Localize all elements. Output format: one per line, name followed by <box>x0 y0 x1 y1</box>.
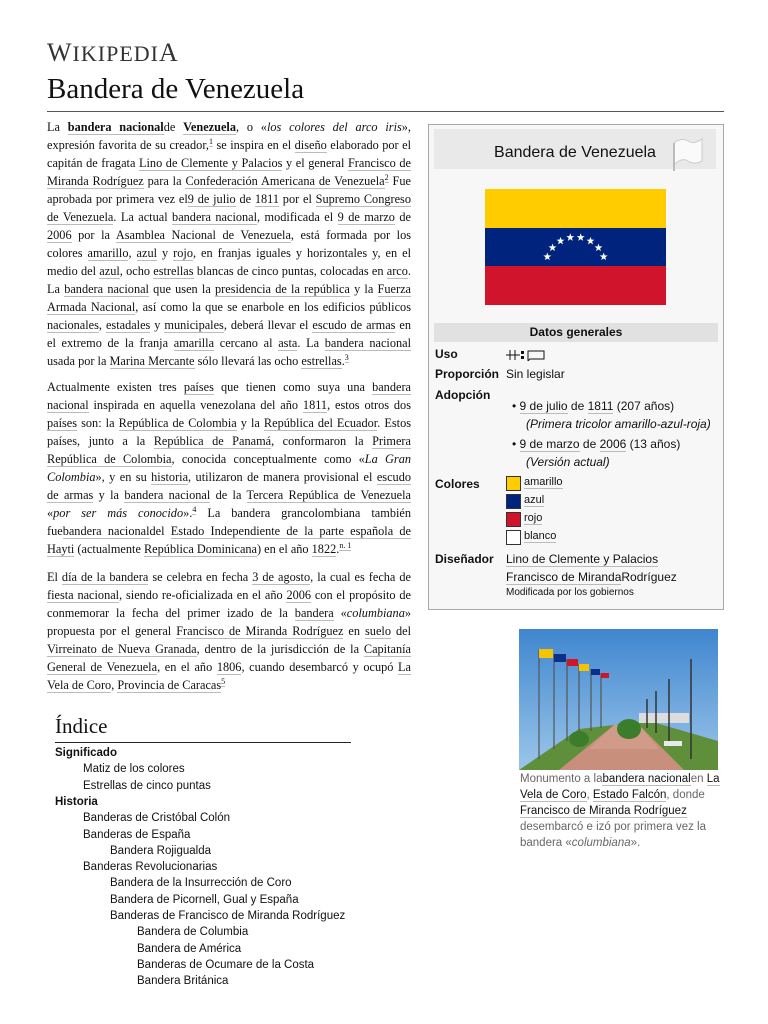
toc-item[interactable]: Bandera de la Insurrección de Coro <box>110 877 292 890</box>
adopcion-note-2: (Versión actual) <box>526 455 610 469</box>
article-link[interactable]: rojo <box>173 246 193 260</box>
proporcion-label: Proporción <box>435 367 500 381</box>
text-run: y <box>150 318 165 332</box>
toc-item[interactable]: Significado <box>55 747 117 759</box>
text-run: , <box>111 678 118 692</box>
article-link[interactable]: 2006 <box>286 588 312 602</box>
text-run: « <box>47 506 54 520</box>
article-link[interactable]: Capitanía General de Venezuela <box>47 642 411 674</box>
color-swatch-azul <box>506 494 521 509</box>
text-run: . <box>336 542 340 556</box>
text-run: « <box>333 606 347 620</box>
text-run: desembarcó e izó por primera vez la bandera « <box>520 821 706 849</box>
disenador-miranda-surname: Rodríguez <box>621 570 677 584</box>
color-swatch-amarillo <box>506 476 521 491</box>
text-run: que usen la <box>148 282 215 296</box>
article-link[interactable]: 9 de julio <box>187 192 236 206</box>
text-run: en <box>690 773 707 785</box>
article-link[interactable]: Tercera República de Venezuela <box>246 488 411 502</box>
infobox-section-header: Datos generales <box>434 323 718 342</box>
paragraph-countries <box>47 378 411 558</box>
text-run: , utilizaron de manera provisional el <box>188 470 377 484</box>
text-run: . <box>341 354 345 368</box>
infobox-title <box>434 129 716 169</box>
article-link[interactable]: Supremo Congreso de Venezuela <box>47 192 411 224</box>
text-run: columbiana <box>571 837 631 849</box>
text-run: , está formada por los colores <box>47 228 412 260</box>
article-link[interactable]: Francisco de Miranda Rodríguez <box>520 805 687 817</box>
text-run: por ser más conocido <box>53 506 184 520</box>
toc-item[interactable]: Bandera de Columbia <box>137 926 249 939</box>
article-link[interactable]: asta <box>278 336 298 350</box>
text-run: , en franjas iguales y horizontales y, en el medio del <box>47 246 411 278</box>
article-link[interactable]: República de Colombia <box>118 416 237 430</box>
text-run: La Gran Colombia <box>47 452 411 484</box>
article-link[interactable]: Provincia de Caracas <box>117 678 222 692</box>
article-link[interactable]: día de la bandera <box>61 570 149 584</box>
page-title: Bandera de Venezuela <box>47 73 305 105</box>
photo-caption <box>520 771 720 851</box>
text-run: blancas de cinco puntas, colocadas en <box>193 264 387 278</box>
adopcion-de: de <box>579 437 600 451</box>
infobox <box>428 124 724 610</box>
article-link[interactable]: 3 de agosto <box>252 570 311 584</box>
text-run: de la <box>210 488 247 502</box>
text-run: por el <box>279 192 316 206</box>
wikipedia-wordmark[interactable] <box>47 38 179 68</box>
adopcion-item-1: • 9 de julio de 1811 (207 años) <box>512 399 675 413</box>
toc-item[interactable]: Historia <box>55 795 98 808</box>
text-run: por la <box>71 228 116 242</box>
article-link[interactable]: países <box>183 380 214 394</box>
toc-item[interactable]: Bandera de América <box>137 942 242 955</box>
text-run: », expresión favorita de su creador, <box>47 120 412 152</box>
toc-divider <box>55 742 351 743</box>
paragraph-flag-day <box>47 568 411 694</box>
text-run: usada por la <box>47 354 110 368</box>
color-name-blanco[interactable]: blanco <box>524 530 557 542</box>
toc-item[interactable]: Matiz de los colores <box>83 763 185 776</box>
adopcion-item-2: • 9 de marzo de 2006 (13 años) <box>512 437 681 451</box>
article-link[interactable]: suelo <box>365 624 391 638</box>
article-link[interactable]: bandera nacional <box>602 773 691 785</box>
title-divider <box>47 111 724 112</box>
article-link[interactable]: 2006 <box>47 228 72 242</box>
text-run: , en el año <box>157 660 217 674</box>
article-link[interactable]: República Dominicana <box>143 542 258 556</box>
text-run: y la <box>349 282 378 296</box>
toc-item[interactable]: Banderas de Francisco de Miranda Rodríguez <box>110 910 346 922</box>
footnote-ref[interactable]: 4 <box>192 504 197 514</box>
disenador-miranda <box>506 570 677 584</box>
text-run: , estos otros dos <box>327 398 411 412</box>
color-swatch-blanco <box>506 530 521 545</box>
article-link[interactable]: Marina Mercante <box>109 354 195 368</box>
text-run: , modificada el <box>257 210 338 224</box>
article-link[interactable]: azul <box>99 264 120 278</box>
article-link[interactable]: bandera nacional <box>172 210 258 224</box>
disenador-label: Diseñador <box>435 552 494 566</box>
color-name-azul[interactable]: azul <box>524 494 545 506</box>
toc-item[interactable]: Banderas de Ocumare de la Costa <box>137 958 315 971</box>
text-run: del <box>390 624 411 638</box>
text-run: , deberá llevar el <box>223 318 313 332</box>
text-run: del <box>149 524 171 538</box>
text-run: , dentro de la jurisdicción de la <box>196 642 364 656</box>
article-link[interactable]: Virreinato de Nueva Granada <box>47 642 197 656</box>
disenador-lino-link[interactable]: Lino de Clemente y Palacios <box>506 552 659 566</box>
article-link[interactable]: Estado Falcón <box>592 789 667 801</box>
article-link[interactable]: estrellas <box>301 354 342 368</box>
text-run: Fue aprobada por primera vez el <box>47 174 411 206</box>
text-run: La bandera grancolombiana también fue <box>47 506 411 538</box>
article-link[interactable]: Fuerza Armada Nacional <box>47 282 411 314</box>
text-run: en <box>343 624 366 638</box>
adopcion-age: (13 años) <box>626 437 681 451</box>
text-run: , o « <box>235 120 267 134</box>
toc-item[interactable]: Bandera de Picornell, Gual y España <box>110 893 299 906</box>
article-link[interactable]: historia <box>151 470 189 484</box>
toc-item[interactable]: Bandera Rojigualda <box>110 844 212 857</box>
text-run: de <box>163 120 184 134</box>
text-run: los colores del arco iris <box>266 120 402 134</box>
proporcion-value: Sin legislar <box>506 367 565 381</box>
article-link[interactable]: Venezuela <box>183 120 236 134</box>
article-link[interactable]: escudo de armas <box>312 318 396 332</box>
article-link[interactable]: bandera nacional <box>124 488 211 502</box>
text-run: son: la <box>77 416 119 430</box>
article-link[interactable]: países <box>47 416 78 430</box>
article-link[interactable]: bandera nacional <box>62 524 150 538</box>
article-link[interactable]: nacionales <box>47 318 99 332</box>
text-run: ». <box>630 837 641 849</box>
color-swatch-rojo <box>506 512 521 527</box>
text-run: (actualmente <box>74 542 144 556</box>
disenador-miranda-link[interactable]: Francisco de Miranda <box>506 570 622 584</box>
text-run: , <box>128 246 137 260</box>
article-link[interactable]: Estado Independiente de la parte española de Hayti <box>47 524 412 556</box>
text-run: de <box>394 210 411 224</box>
text-run: , la cual es fecha de <box>310 570 411 584</box>
text-run: se inspira en el <box>213 138 295 152</box>
article-link[interactable]: Francisco de Miranda Rodríguez <box>176 624 344 638</box>
article-link[interactable]: azul <box>136 246 158 260</box>
adopcion-date-link[interactable]: 9 de julio <box>519 399 568 413</box>
adopcion-date-link[interactable]: 9 de marzo <box>519 437 580 451</box>
text-run: se celebra en fecha <box>148 570 253 584</box>
article-link[interactable]: 1806 <box>216 660 242 674</box>
text-run: El <box>47 570 62 584</box>
wordmark-first: W <box>47 38 73 67</box>
article-link[interactable]: estrellas <box>153 264 194 278</box>
article-link[interactable]: La Vela de Coro <box>47 660 412 692</box>
article-link[interactable]: amarillo <box>87 246 129 260</box>
article-link[interactable]: escudo de armas <box>47 470 411 502</box>
text-run: columbiana <box>346 606 405 620</box>
text-run: Actualmente existen tres <box>47 380 184 394</box>
article-link[interactable]: diseño <box>294 138 327 152</box>
adopcion-age: (207 años) <box>613 399 675 413</box>
article-link[interactable]: República de Panamá <box>153 434 272 448</box>
text-run: que tienen como suya una <box>213 380 373 394</box>
adopcion-de: de <box>567 399 588 413</box>
adopcion-note-1: (Primera tricolor amarillo-azul-roja) <box>526 417 711 431</box>
infobox-title-text: Bandera de Venezuela <box>494 144 656 161</box>
article-link[interactable]: fiesta nacional <box>47 588 120 602</box>
text-run: . La actual <box>113 210 173 224</box>
text-run: ) en el año <box>257 542 312 556</box>
toc-item[interactable]: Banderas de España <box>83 828 191 841</box>
text-run: sólo llevará las ocho <box>194 354 302 368</box>
article-link[interactable]: 9 de marzo <box>337 210 395 224</box>
monument-photo[interactable] <box>519 629 718 770</box>
text-run: La <box>47 120 68 134</box>
article-link[interactable]: arco <box>386 264 408 278</box>
text-run: . La <box>297 336 325 350</box>
footnote-ref[interactable]: 2 <box>384 172 389 182</box>
text-run: », y en su <box>95 470 152 484</box>
text-run: , ocho <box>119 264 154 278</box>
footnote-ref[interactable]: 1 <box>209 136 213 146</box>
wordmark-last: A <box>158 38 179 67</box>
text-run: en el extremo de la franja <box>47 318 412 350</box>
uso-label: Uso <box>435 347 458 361</box>
text-run: de <box>235 192 255 206</box>
text-run: con el propósito de conmemorar la fecha del primer izado de la <box>47 588 411 620</box>
article-link[interactable]: 1811 <box>302 398 328 412</box>
article-link[interactable]: Primera República de Colombia <box>47 434 411 466</box>
footnote-ref[interactable]: n. 1 <box>339 540 352 550</box>
article-link[interactable]: Confederación Americana de Venezuela <box>185 174 385 188</box>
text-run: , conocida conceptualmente como « <box>171 452 365 466</box>
text-run: , así como la que se enarbole en los edificios públicos <box>135 300 411 314</box>
text-run: , <box>98 318 106 332</box>
text-run: , <box>586 789 593 801</box>
text-run: , cuando desembarcó y ocupó <box>241 660 399 674</box>
footnote-ref[interactable]: 5 <box>221 676 226 686</box>
article-link[interactable]: Francisco de Miranda Rodríguez <box>47 156 411 188</box>
article-link[interactable]: Asamblea Nacional de Venezuela <box>115 228 291 242</box>
article-link[interactable]: bandera nacional <box>64 282 149 296</box>
article-link[interactable]: bandera <box>294 606 334 620</box>
text-run: y la <box>93 488 125 502</box>
text-run: . La <box>47 264 411 296</box>
article-link[interactable]: bandera nacional <box>67 120 164 134</box>
article-link[interactable]: 1822 <box>311 542 337 556</box>
article-link[interactable]: bandera nacional <box>47 380 411 412</box>
text-run: , donde <box>666 789 705 801</box>
toc-item[interactable]: Banderas de Cristóbal Colón <box>83 812 231 825</box>
flag-usage-icon <box>506 349 546 361</box>
adopcion-label: Adopción <box>435 388 491 402</box>
adopcion-year-link[interactable]: 1811 <box>587 399 614 413</box>
text-run: ». <box>183 506 193 520</box>
flag-placeholder-icon <box>672 137 704 171</box>
article-link[interactable]: bandera nacional <box>324 336 412 350</box>
toc-title: Índice <box>55 714 108 738</box>
text-run: , conformaron la <box>271 434 373 448</box>
toc-item[interactable]: Estrellas de cinco puntas <box>83 779 211 792</box>
article-link[interactable]: La Vela de Coro <box>520 773 720 801</box>
text-run: , siendo re-oficializada en el año <box>119 588 287 602</box>
text-run: y la <box>236 416 264 430</box>
article-link[interactable]: amarilla <box>173 336 215 350</box>
text-run: y <box>157 246 174 260</box>
color-name-amarillo[interactable]: amarillo <box>524 476 563 488</box>
article-link[interactable]: municipales <box>164 318 224 332</box>
toc-item[interactable]: Banderas Revolucionarias <box>83 861 218 874</box>
text-run: para la <box>143 174 186 188</box>
text-run: Monumento a la <box>520 773 603 785</box>
article-link[interactable]: presidencia de la república <box>215 282 350 296</box>
venezuela-flag-image[interactable] <box>485 189 666 305</box>
adopcion-year-link[interactable]: 2006 <box>599 437 627 451</box>
text-run: y el general <box>282 156 348 170</box>
text-run: cercano al <box>214 336 279 350</box>
text-run: inspirada en aquella venezolana del año <box>88 398 303 412</box>
toc-item[interactable]: Bandera Británica <box>137 975 229 988</box>
paragraph-intro <box>47 118 411 370</box>
article-link[interactable]: Lino de Clemente y Palacios <box>139 156 283 170</box>
article-link[interactable]: estadales <box>105 318 151 332</box>
text-run: » propuesta por el general <box>47 606 411 638</box>
article-link[interactable]: 1811 <box>254 192 280 206</box>
article-link[interactable]: República del Ecuador <box>263 416 378 430</box>
wordmark-rest: IKIPEDI <box>72 41 159 66</box>
footnote-ref[interactable]: 3 <box>344 352 349 362</box>
color-name-rojo[interactable]: rojo <box>524 512 543 524</box>
text-run: elaborado por el capitán de fragata <box>47 138 411 170</box>
colores-label: Colores <box>435 477 480 491</box>
text-run: . Estos países, junto a la <box>47 416 411 448</box>
disenador-note: Modificada por los gobiernos <box>506 587 634 598</box>
